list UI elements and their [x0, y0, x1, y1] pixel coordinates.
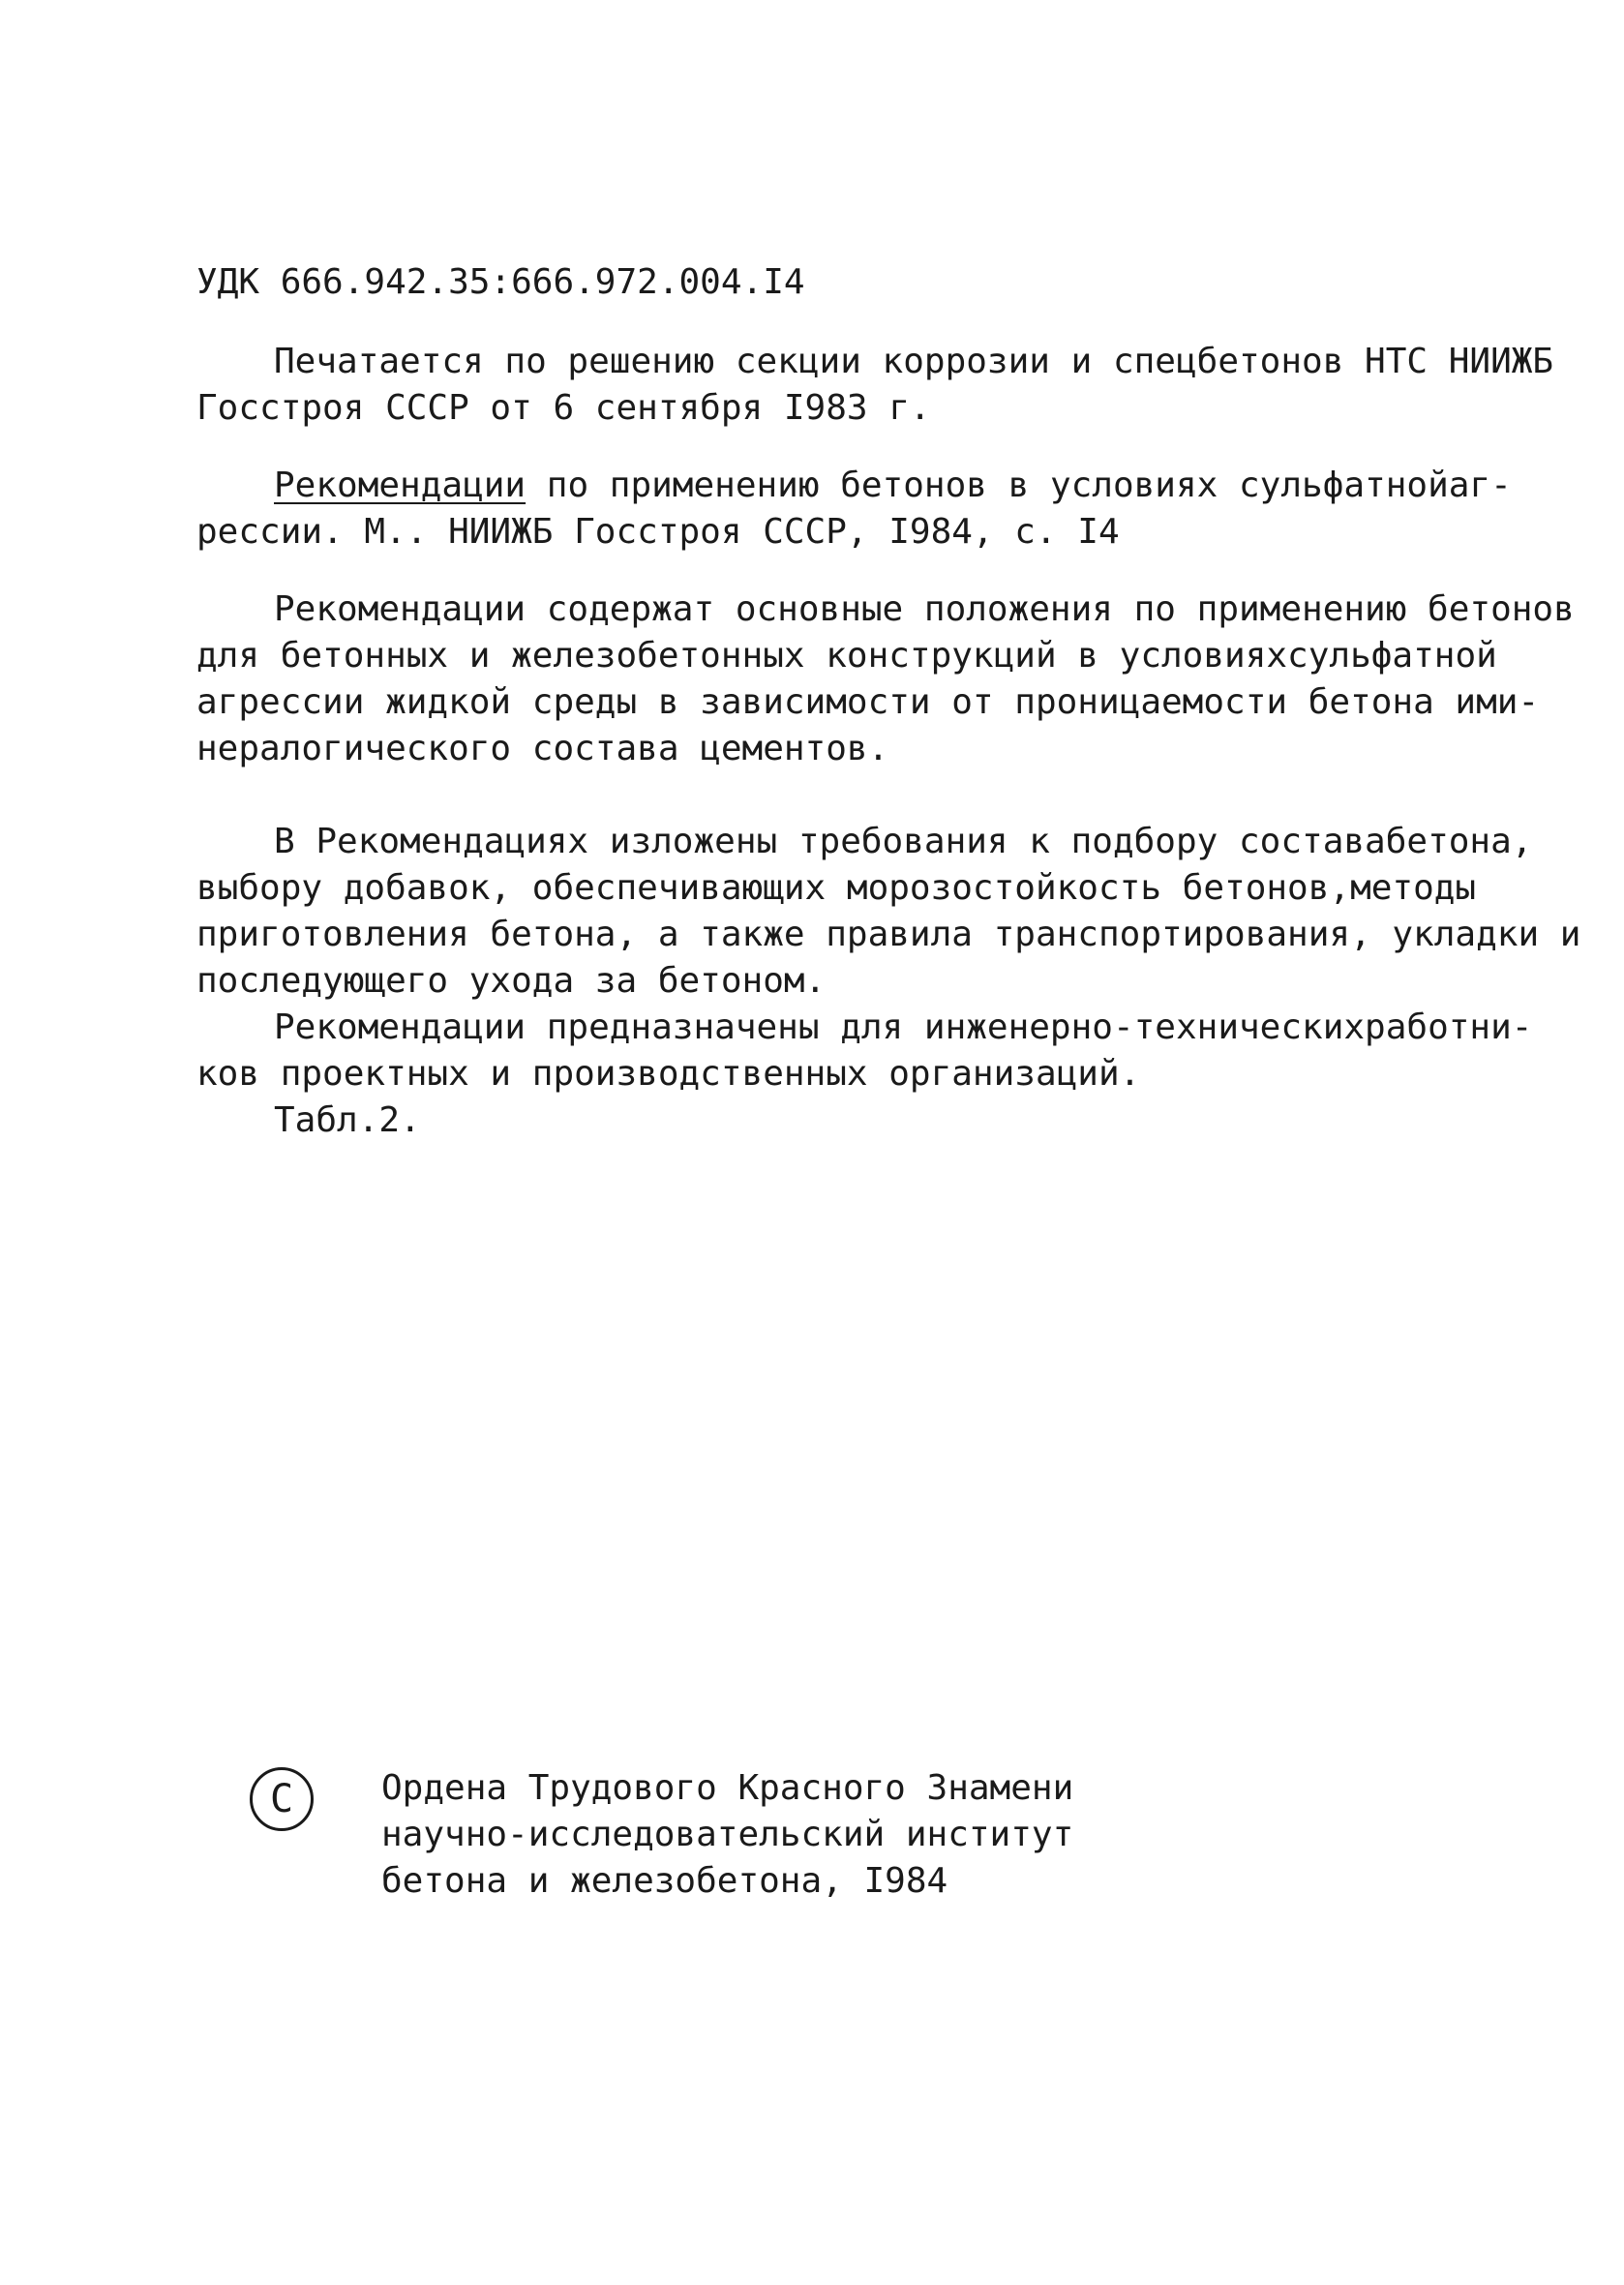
citation-line-1-body — [274, 463, 1449, 509]
copyright-line-2: научно-исследовательский институт — [381, 1815, 1074, 1854]
citation-title: Рекомендации — [274, 466, 526, 505]
imprint-line-1: Печатается по решению секции коррозии и спецбетонов НТС НИИЖБ — [274, 342, 1554, 381]
audience-line-1-start: Рекомендации предназначены для инженерно-технических — [274, 1007, 1366, 1047]
abstract-line-2-start: для бетонных и железобетонных конструкций в условиях — [196, 636, 1288, 676]
udk-code: УДК 666.942.35:666.972.004.I4 — [196, 262, 805, 302]
tables-note: Табл.2. — [274, 1100, 421, 1140]
requirements-line-2-end: методы — [1350, 868, 1477, 908]
copyright-line-1: Ордена Трудового Красного Знамени — [381, 1768, 1074, 1808]
requirements-line-1-start: В Рекомендациях изложены требования к подбору состава — [274, 822, 1386, 861]
citation-line-1-end: аг- — [1448, 466, 1512, 505]
abstract-line-3 — [196, 679, 1540, 726]
copyright-icon — [250, 1767, 314, 1831]
requirements-line-2-start: выбору добавок, обеспечивающих морозостойкость бетонов, — [196, 868, 1351, 908]
requirements-line-1 — [274, 819, 1533, 865]
citation-line-1 — [274, 463, 1512, 509]
citation-line-1-rest: по применению бетонов в условиях сульфатной — [526, 466, 1449, 505]
copyright-symbol: С — [269, 1777, 294, 1821]
abstract-line-4: нералогического состава цементов. — [196, 729, 889, 768]
copyright-line-3: бетона и железобетона, I984 — [381, 1861, 948, 1901]
requirements-line-4: последующего ухода за бетоном. — [196, 961, 827, 1001]
abstract-line-3-start: агрессии жидкой среды в зависимости от проницаемости бетона и — [196, 682, 1477, 722]
imprint-line-2: Госстроя СССР от 6 сентября I983 г. — [196, 388, 931, 428]
requirements-line-3: приготовления бетона, а также правила транспортирования, укладки и — [196, 915, 1581, 954]
audience-line-1-end: работни- — [1365, 1007, 1533, 1047]
citation-line-2: рессии. М.. НИИЖБ Госстроя СССР, I984, с. I4 — [196, 512, 1120, 552]
abstract-line-2 — [196, 633, 1497, 679]
requirements-line-1-end: бетона, — [1385, 822, 1533, 861]
audience-line-1 — [274, 1005, 1533, 1051]
abstract-line-3-end: ми- — [1476, 682, 1540, 722]
audience-line-2: ков проектных и производственных организаций. — [196, 1054, 1141, 1094]
requirements-line-2 — [196, 865, 1477, 912]
abstract-line-1: Рекомендации содержат основные положения по применению бетонов — [274, 589, 1575, 629]
abstract-line-2-end: сульфатной — [1287, 636, 1497, 676]
